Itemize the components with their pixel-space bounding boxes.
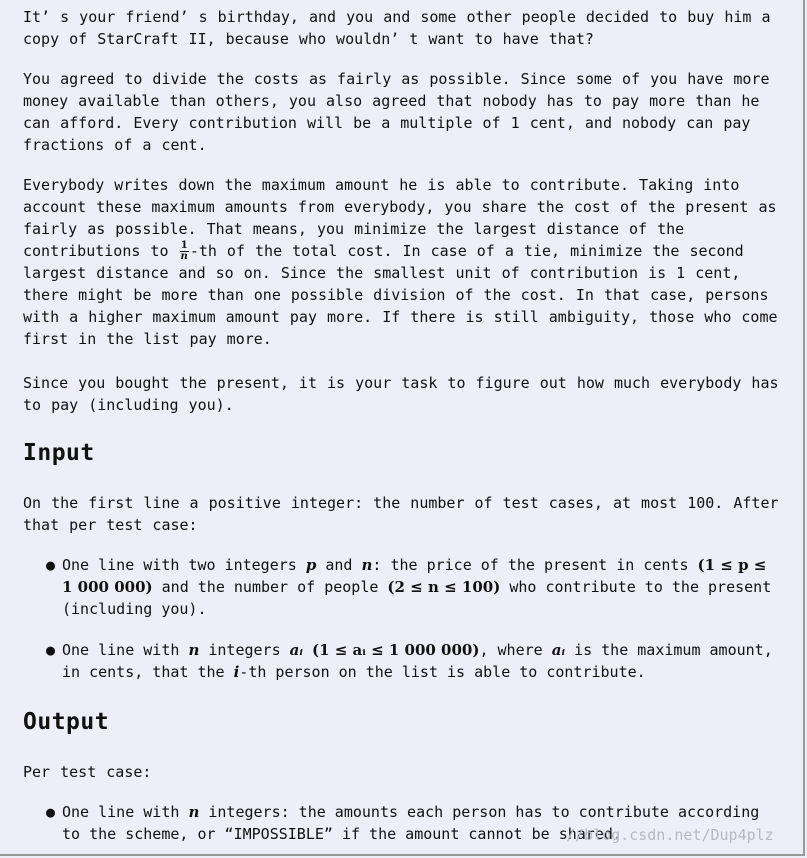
intro-paragraph-1-text: It’ s your friend’ s birthday, and you and some other people decided to buy him a copy of StarCraft II, because who wouldn’ t want to have that? (23, 8, 771, 48)
intro-paragraph-3-text-b: -th of the total cost. In case of a tie, minimize the second largest distance and so on. Since the smallest unit of contribution is 1 cent, there might be more than one possible division of the cost. In that case, persons with a higher maximum amount pay more. If there is still ambiguity, those who come first in the list pay more. (23, 242, 778, 348)
var-p: p (305, 556, 317, 574)
intro-paragraph-2 (23, 68, 788, 156)
input-bullet-1-text-c: and the number of people (161, 578, 379, 596)
input-bullet-2-text-e: -th person on the list is able to contribute. (239, 663, 646, 681)
fraction-denominator: n (180, 251, 188, 262)
bullet-dot: ● (46, 641, 56, 659)
intro-paragraph-2-text: You agreed to divide the costs as fairly as possible. Since some of you have more money available than others, you also agreed that nobody has to pay more than he can afford. Every contribution will be a multiple of 1 cent, and nobody can pay fractions of a cent. (23, 70, 770, 154)
fraction-numerator: 1 (180, 240, 188, 251)
input-bullet-2-text-c: , where (479, 641, 543, 659)
output-bullet-1-text-b: integers: the amounts each person has to contribute according to the scheme, or “IMPOSSIBLE” if the amount cannot be shared. (62, 803, 760, 843)
range-n: (2 ≤ n ≤ 100) (387, 578, 501, 596)
var-i: i (233, 663, 240, 681)
var-n: n (188, 641, 200, 659)
intro-paragraph-3 (23, 174, 788, 350)
bullet-dot: ● (46, 556, 56, 574)
output-paragraph-text: Per test case: (23, 763, 152, 781)
input-bullet-1-text-b: : the price of the present in cents (372, 556, 689, 574)
input-bullet-1-and: and (325, 556, 353, 574)
intro-paragraph-4 (23, 372, 788, 416)
var-n: n (361, 556, 373, 574)
one-over-n-fraction (180, 241, 189, 262)
intro-paragraph-1 (23, 6, 788, 50)
input-paragraph (23, 492, 788, 536)
output-bullet-1-text-a: One line with (62, 803, 180, 821)
intro-paragraph-4-text: Since you bought the present, it is your task to figure out how much everybody has to pay (including you). (23, 374, 779, 414)
input-bullet-2-text-a: One line with (62, 641, 180, 659)
output-heading: Output (23, 709, 110, 735)
intro-paragraph-3-text-a: Everybody writes down the maximum amount he is able to contribute. Taking into account these maximum amounts from everybody, you share the cost of the present as fairly as possible. That means, you minimize the largest distance of the contributions to (23, 176, 777, 260)
input-bullet-1-text-d: who contribute to the present (including you). (62, 578, 772, 618)
var-n: n (188, 803, 200, 821)
watermark-text: //blog.csdn.net/Dup4plz (566, 826, 774, 844)
input-bullet-2 (62, 639, 777, 683)
input-bullet-1 (62, 554, 777, 620)
input-paragraph-text: On the first line a positive integer: the number of test cases, at most 100. After that per test case: (23, 494, 779, 534)
input-bullet-2-text-d: is the maximum amount, in cents, that the (62, 641, 773, 681)
input-bullet-2-text-b: integers (208, 641, 281, 659)
bullet-dot: ● (46, 803, 56, 821)
input-bullet-1-text-a: One line with two integers (62, 556, 297, 574)
range-p: (1 ≤ p ≤ 1 000 000) (62, 556, 767, 596)
range-ai: (1 ≤ aᵢ ≤ 1 000 000) (312, 641, 480, 659)
var-ai: aᵢ (289, 641, 303, 659)
output-paragraph (23, 761, 788, 783)
var-ai: aᵢ (551, 641, 566, 659)
input-heading: Input (23, 440, 95, 466)
